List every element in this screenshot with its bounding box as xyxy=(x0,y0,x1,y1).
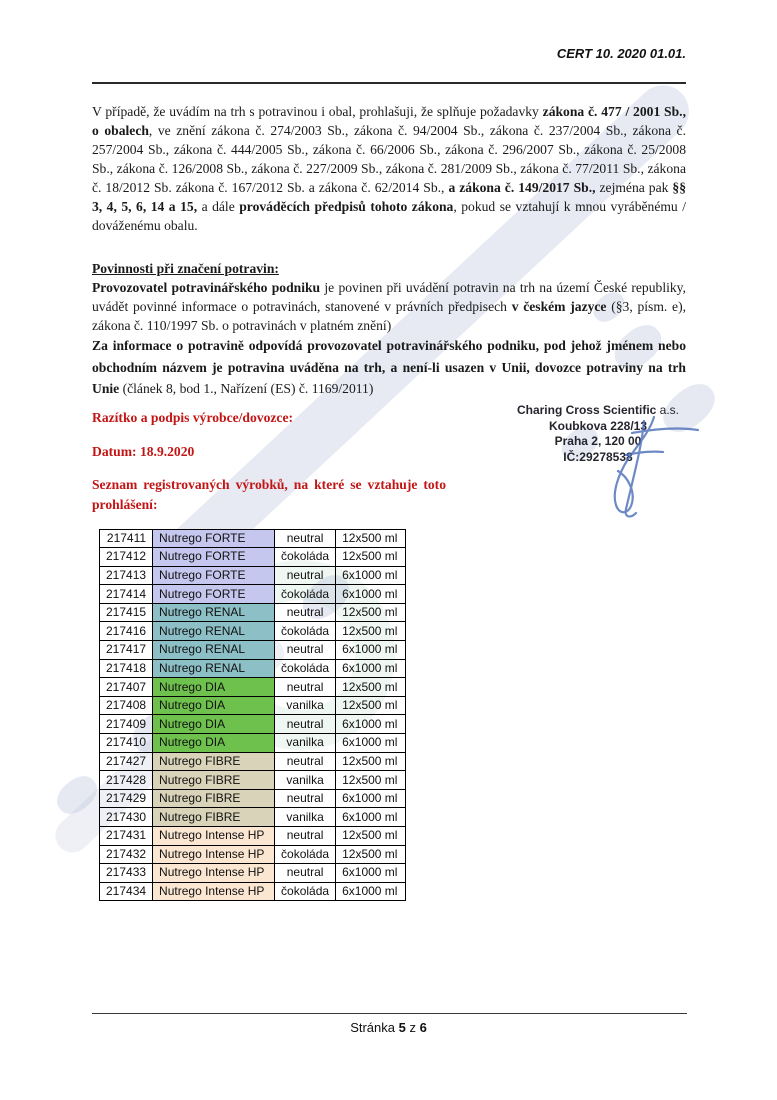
text-run: zejména pak xyxy=(595,180,673,195)
product-name-cell: Nutrego RENAL xyxy=(153,603,275,622)
product-id-cell: 217408 xyxy=(100,696,153,715)
registered-products-heading xyxy=(92,475,446,515)
product-size-cell: 12x500 ml xyxy=(336,603,406,622)
product-size-cell: 12x500 ml xyxy=(336,827,406,846)
product-flavor-cell: vanilka xyxy=(275,696,336,715)
stamp-company-bold: Charing Cross Scientific xyxy=(516,403,660,417)
product-size-cell: 6x1000 ml xyxy=(336,808,406,827)
product-id-cell: 217415 xyxy=(100,603,153,622)
table-row xyxy=(100,734,406,753)
product-flavor-cell: čokoláda xyxy=(275,845,336,864)
product-id-cell: 217418 xyxy=(100,659,153,678)
paragraph-food-info-responsibility xyxy=(92,335,686,400)
footer-page-number xyxy=(0,1020,777,1036)
text-run: Provozovatel potravinářského podniku xyxy=(92,280,321,295)
registered-products-heading-line2: prohlášení: xyxy=(92,496,158,512)
text-run: V případě, že uvádím na trh s potravinou i obal, prohlašuji, že splňuje požadavky xyxy=(92,104,543,119)
product-flavor-cell: neutral xyxy=(275,641,336,660)
product-name-cell: Nutrego FIBRE xyxy=(153,752,275,771)
product-name-cell: Nutrego RENAL xyxy=(153,641,275,660)
product-flavor-cell: vanilka xyxy=(275,808,336,827)
product-id-cell: 217414 xyxy=(100,585,153,604)
product-flavor-cell: neutral xyxy=(275,678,336,697)
text-run: , pokud se vztahují k mnou vyráběnému / dováženému obalu. xyxy=(92,199,686,233)
footer-total-pages: 6 xyxy=(419,1020,427,1035)
text-run: je povinen při uvádění potravin na trh na území České republiky, uvádět povinné informace o potravinách, stanovené v právních předpisech xyxy=(92,280,686,314)
product-flavor-cell: vanilka xyxy=(275,734,336,753)
table-row xyxy=(100,827,406,846)
product-id-cell: 217428 xyxy=(100,771,153,790)
table-row xyxy=(100,696,406,715)
product-id-cell: 217429 xyxy=(100,789,153,808)
product-name-cell: Nutrego FIBRE xyxy=(153,789,275,808)
text-run: a dále xyxy=(197,199,240,214)
product-size-cell: 12x500 ml xyxy=(336,771,406,790)
text-run: prováděcích předpisů tohoto zákona xyxy=(239,199,454,214)
product-flavor-cell: čokoláda xyxy=(275,622,336,641)
product-name-cell: Nutrego DIA xyxy=(153,734,275,753)
product-name-cell: Nutrego DIA xyxy=(153,678,275,697)
table-row xyxy=(100,529,406,548)
stamp-signature-label: Razítko a podpis výrobce/dovozce: xyxy=(92,409,294,425)
registered-products-table xyxy=(99,529,406,902)
footer-prefix: Stránka xyxy=(350,1020,399,1035)
product-flavor-cell: neutral xyxy=(275,715,336,734)
stamp-city: Praha 2, 120 00 xyxy=(554,434,642,448)
product-flavor-cell: neutral xyxy=(275,864,336,883)
stamp-reg-id: IČ:29278538 xyxy=(563,449,633,464)
product-size-cell: 6x1000 ml xyxy=(336,789,406,808)
table-row xyxy=(100,882,406,901)
header-rule xyxy=(92,82,686,84)
table-row xyxy=(100,641,406,660)
product-name-cell: Nutrego FORTE xyxy=(153,566,275,585)
product-name-cell: Nutrego FORTE xyxy=(153,585,275,604)
product-name-cell: Nutrego Intense HP xyxy=(153,882,275,901)
product-id-cell: 217431 xyxy=(100,827,153,846)
product-flavor-cell: čokoláda xyxy=(275,659,336,678)
product-flavor-cell: vanilka xyxy=(275,771,336,790)
footer-current-page: 5 xyxy=(398,1020,406,1035)
product-flavor-cell: neutral xyxy=(275,789,336,808)
product-flavor-cell: neutral xyxy=(275,827,336,846)
table-row xyxy=(100,659,406,678)
footer-rule xyxy=(92,1013,687,1014)
table-row xyxy=(100,548,406,567)
product-flavor-cell: čokoláda xyxy=(275,548,336,567)
table-row xyxy=(100,752,406,771)
text-run: Za informace o potravině odpovídá provozovatel potravinářského podniku, pod jehož jménem nebo obchodním názvem je potravina uváděna na trh, a není-li usazen v Unii, dovozce potraviny na trh Unie xyxy=(92,338,686,396)
text-run: (článek 8, bod 1., Nařízení (ES) č. 1169/2011) xyxy=(119,381,374,396)
product-flavor-cell: čokoláda xyxy=(275,585,336,604)
product-size-cell: 12x500 ml xyxy=(336,696,406,715)
table-row xyxy=(100,864,406,883)
product-id-cell: 217411 xyxy=(100,529,153,548)
product-id-cell: 217433 xyxy=(100,864,153,883)
product-id-cell: 217412 xyxy=(100,548,153,567)
stamp-street: Koubkova 228/13 xyxy=(548,418,648,433)
product-name-cell: Nutrego FORTE xyxy=(153,548,275,567)
footer-separator: z xyxy=(405,1020,420,1035)
product-flavor-cell: neutral xyxy=(275,752,336,771)
text-run: v českém jazyce xyxy=(511,299,607,314)
product-size-cell: 6x1000 ml xyxy=(336,864,406,883)
text-run: a zákona č. 149/2017 Sb., xyxy=(448,180,596,195)
product-id-cell: 217430 xyxy=(100,808,153,827)
table-row xyxy=(100,715,406,734)
registered-products-heading-line1: Seznam registrovaných výrobků, na které se vztahuje toto xyxy=(92,476,446,492)
document-reference: CERT 10. 2020 01.01. xyxy=(556,46,686,61)
product-size-cell: 6x1000 ml xyxy=(336,734,406,753)
product-size-cell: 12x500 ml xyxy=(336,529,406,548)
product-id-cell: 217427 xyxy=(100,752,153,771)
product-size-cell: 6x1000 ml xyxy=(336,715,406,734)
product-size-cell: 6x1000 ml xyxy=(336,566,406,585)
product-name-cell: Nutrego RENAL xyxy=(153,622,275,641)
product-size-cell: 6x1000 ml xyxy=(336,641,406,660)
product-size-cell: 12x500 ml xyxy=(336,622,406,641)
product-id-cell: 217410 xyxy=(100,734,153,753)
product-id-cell: 217413 xyxy=(100,566,153,585)
product-size-cell: 12x500 ml xyxy=(336,845,406,864)
product-id-cell: 217407 xyxy=(100,678,153,697)
paragraph-operator-duty xyxy=(92,278,686,335)
table-row xyxy=(100,566,406,585)
product-id-cell: 217409 xyxy=(100,715,153,734)
table-row xyxy=(100,678,406,697)
text-run: , ve znění zákona č. 274/2003 Sb., zákona č. 94/2004 Sb., zákona č. 237/2004 Sb., zákona č. 257/2004 Sb., zákona č. 444/2005 Sb., zákona č. 66/2006 Sb., zákona č. 296/2007 Sb., zákona č. 25/2008 Sb., zákona č. 126/2008 Sb., zákona č. 227/2009 Sb., zákona č. 281/2009 Sb., zákona č. 77/2011 Sb., zákona č. 18/2012 Sb. zákona č. 167/2012 Sb. a zákona č. 62/2014 Sb., xyxy=(92,123,686,195)
product-id-cell: 217416 xyxy=(100,622,153,641)
product-name-cell: Nutrego FIBRE xyxy=(153,808,275,827)
product-name-cell: Nutrego Intense HP xyxy=(153,864,275,883)
product-size-cell: 12x500 ml xyxy=(336,752,406,771)
paragraph-packaging-law xyxy=(92,102,686,235)
product-flavor-cell: neutral xyxy=(275,603,336,622)
text-run: zákona č. 477 / 2001 Sb., o obalech xyxy=(92,104,686,138)
product-flavor-cell: neutral xyxy=(275,566,336,585)
table-row xyxy=(100,808,406,827)
signature-scribble xyxy=(566,405,706,525)
product-name-cell: Nutrego Intense HP xyxy=(153,827,275,846)
product-id-cell: 217432 xyxy=(100,845,153,864)
product-flavor-cell: neutral xyxy=(275,529,336,548)
product-name-cell: Nutrego DIA xyxy=(153,715,275,734)
text-run: (§3, písm. e), zákona č. 110/1997 Sb. o potravinách v platném znění) xyxy=(92,299,686,333)
table-row xyxy=(100,771,406,790)
product-size-cell: 12x500 ml xyxy=(336,548,406,567)
product-name-cell: Nutrego DIA xyxy=(153,696,275,715)
product-name-cell: Nutrego RENAL xyxy=(153,659,275,678)
product-id-cell: 217417 xyxy=(100,641,153,660)
product-name-cell: Nutrego FIBRE xyxy=(153,771,275,790)
product-size-cell: 6x1000 ml xyxy=(336,882,406,901)
text-run: §§ 3, 4, 5, 6, 14 a 15, xyxy=(92,180,687,214)
product-name-cell: Nutrego FORTE xyxy=(153,529,275,548)
product-name-cell: Nutrego Intense HP xyxy=(153,845,275,864)
product-flavor-cell: čokoláda xyxy=(275,882,336,901)
stamp-company-suffix: a.s. xyxy=(659,403,680,417)
product-size-cell: 6x1000 ml xyxy=(336,659,406,678)
product-id-cell: 217434 xyxy=(100,882,153,901)
section-heading-labeling: Povinnosti při značení potravin: xyxy=(92,261,279,276)
table-row xyxy=(100,622,406,641)
product-size-cell: 6x1000 ml xyxy=(336,585,406,604)
table-row xyxy=(100,603,406,622)
date-label: Datum: 18.9.2020 xyxy=(92,443,195,459)
table-row xyxy=(100,789,406,808)
product-size-cell: 12x500 ml xyxy=(336,678,406,697)
table-row xyxy=(100,845,406,864)
table-row xyxy=(100,585,406,604)
